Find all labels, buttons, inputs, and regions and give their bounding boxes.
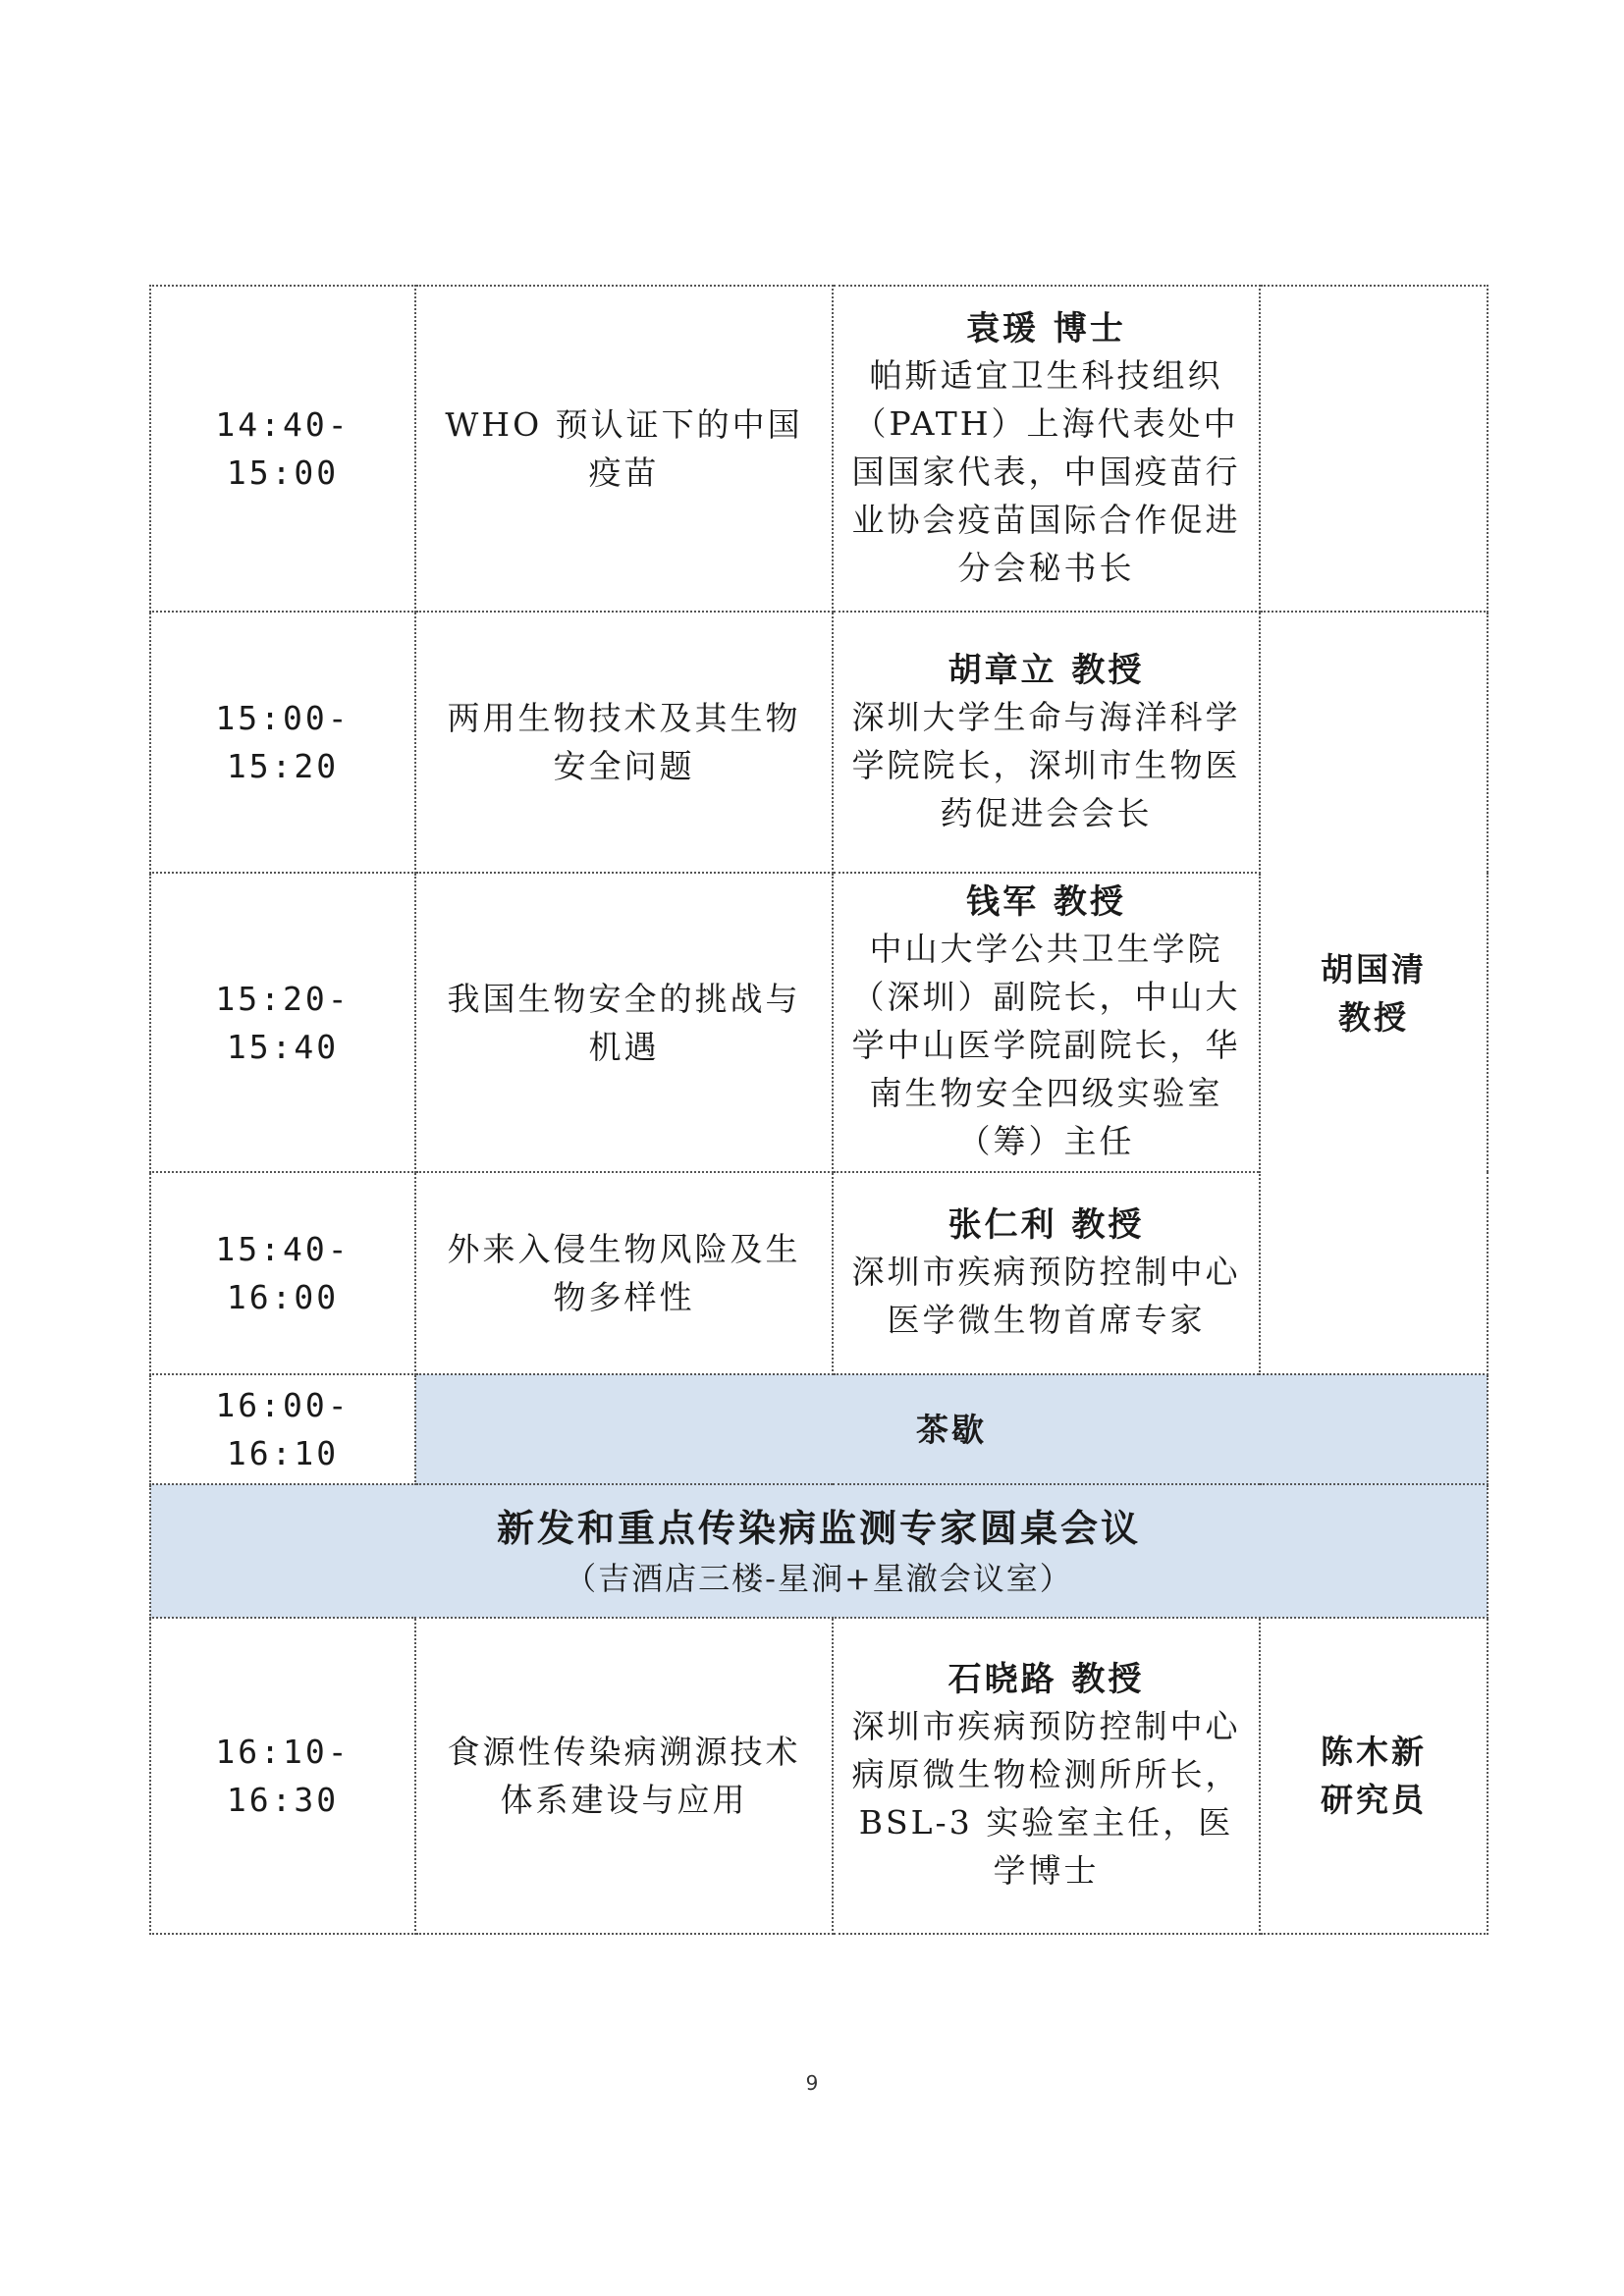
session-host: 胡国清 教授 <box>1260 612 1488 1374</box>
session-host: 陈木新 研究员 <box>1260 1618 1488 1934</box>
session-time: 14:40-15:00 <box>150 286 415 612</box>
speaker-name: 胡章立 教授 <box>947 650 1145 690</box>
section-subtitle: （吉酒店三楼-星涧+星澈会议室） <box>565 1560 1073 1597</box>
speaker-description: 中山大学公共卫生学院（深圳）副院长，中山大学中山医学院副院长，华南生物安全四级实验室（筹）主任 <box>851 930 1241 1160</box>
session-topic: 两用生物技术及其生物安全问题 <box>415 612 833 873</box>
host-cell-empty <box>1260 286 1488 612</box>
speaker-description: 深圳市疾病预防控制中心病原微生物检测所所长，BSL-3 实验室主任，医学博士 <box>851 1707 1241 1890</box>
session-speaker <box>833 1172 1260 1374</box>
session-topic: WHO 预认证下的中国疫苗 <box>415 286 833 612</box>
session-speaker <box>833 612 1260 873</box>
speaker-name: 石晓路 教授 <box>947 1660 1145 1699</box>
session-time: 15:00-15:20 <box>150 612 415 873</box>
section-header <box>150 1484 1488 1618</box>
section-title: 新发和重点传染病监测专家圆桌会议 <box>496 1507 1141 1550</box>
session-topic: 食源性传染病溯源技术体系建设与应用 <box>415 1618 833 1934</box>
speaker-description: 帕斯适宜卫生科技组织（PATH）上海代表处中国国家代表，中国疫苗行业协会疫苗国际合作促进分会秘书长 <box>851 355 1241 587</box>
session-time: 15:20-15:40 <box>150 873 415 1172</box>
session-speaker <box>833 873 1260 1172</box>
session-topic: 外来入侵生物风险及生物多样性 <box>415 1172 833 1374</box>
table-row <box>150 612 1488 873</box>
section-header-row <box>150 1484 1488 1618</box>
break-label: 茶歇 <box>916 1410 987 1449</box>
speaker-name: 袁瑗 博士 <box>966 308 1126 348</box>
session-speaker <box>833 1618 1260 1934</box>
session-time: 15:40-16:00 <box>150 1172 415 1374</box>
session-topic: 我国生物安全的挑战与机遇 <box>415 873 833 1172</box>
speaker-description: 深圳大学生命与海洋科学学院院长，深圳市生物医药促进会会长 <box>851 697 1241 832</box>
agenda-table <box>149 285 1489 1935</box>
session-speaker <box>833 286 1260 612</box>
speaker-name: 张仁利 教授 <box>947 1205 1145 1245</box>
break-row <box>150 1374 1488 1484</box>
session-time: 16:10-16:30 <box>150 1618 415 1934</box>
table-row <box>150 1618 1488 1934</box>
speaker-description: 深圳市疾病预防控制中心医学微生物首席专家 <box>851 1253 1241 1339</box>
speaker-name: 钱军 教授 <box>966 882 1126 922</box>
table-row <box>150 286 1488 612</box>
page-number: 9 <box>805 2071 819 2095</box>
break-time: 16:00-16:10 <box>150 1374 415 1484</box>
break-cell <box>415 1374 1488 1484</box>
